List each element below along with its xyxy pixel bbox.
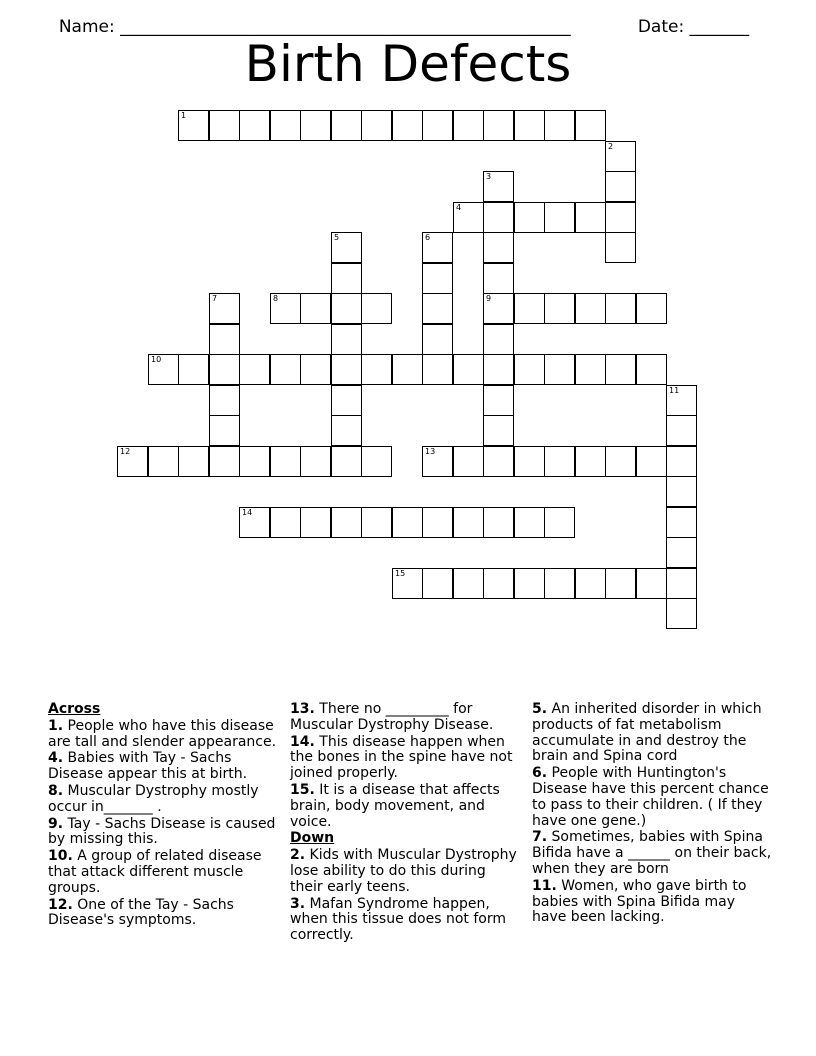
cell-number: 5 [334, 233, 340, 242]
grid-cell[interactable] [483, 354, 514, 385]
grid-cell[interactable] [605, 446, 636, 477]
cell-number: 15 [395, 569, 406, 578]
grid-cell[interactable] [483, 171, 514, 202]
grid-cell[interactable] [209, 385, 240, 416]
date-field[interactable]: _______ [689, 17, 750, 37]
grid-cell[interactable] [544, 507, 575, 538]
grid-cell[interactable] [514, 110, 545, 141]
grid-cell[interactable] [300, 293, 331, 324]
grid-cell[interactable] [422, 263, 453, 294]
grid-cell[interactable] [331, 354, 362, 385]
grid-cell[interactable] [483, 293, 514, 324]
clue-across-1: 1. People who have this disease are tall and slender appearance. [48, 717, 277, 750]
grid-cell[interactable] [514, 507, 545, 538]
grid-cell[interactable] [514, 446, 545, 477]
grid-cell[interactable] [605, 202, 636, 233]
grid-cell[interactable] [361, 446, 392, 477]
grid-cell[interactable] [178, 354, 209, 385]
grid-cell[interactable] [422, 568, 453, 599]
grid-cell[interactable] [148, 354, 179, 385]
grid-cell[interactable] [483, 324, 514, 355]
clue-down-7: 7. Sometimes, babies with Spina Bifida have a ______ on their back, when they are born [532, 829, 772, 877]
grid-cell[interactable] [422, 354, 453, 385]
clue-column-2 [290, 702, 522, 945]
grid-cell[interactable] [331, 415, 362, 446]
grid-cell[interactable] [239, 446, 270, 477]
clue-column-3 [532, 702, 772, 927]
grid-cell[interactable] [331, 263, 362, 294]
grid-cell[interactable] [483, 263, 514, 294]
grid-cell[interactable] [453, 110, 484, 141]
grid-cell[interactable] [300, 354, 331, 385]
grid-cell[interactable] [331, 385, 362, 416]
clue-down-6: 6. People with Huntington's Disease have this percent chance to pass to their children. ( If they have one gene.) [532, 765, 769, 829]
grid-cell[interactable] [544, 568, 575, 599]
grid-cell[interactable] [605, 354, 636, 385]
grid-cell[interactable] [575, 293, 606, 324]
cell-number: 14 [242, 508, 253, 517]
grid-cell[interactable] [666, 476, 697, 507]
clue-across-4: 4. Babies with Tay - Sachs Disease appear this at birth. [48, 750, 248, 783]
grid-cell[interactable] [666, 446, 697, 477]
grid-cell[interactable] [239, 354, 270, 385]
grid-cell[interactable] [422, 446, 453, 477]
grid-cell[interactable] [636, 568, 667, 599]
cell-number: 12 [120, 447, 131, 456]
grid-cell[interactable] [361, 507, 392, 538]
grid-cell[interactable] [453, 354, 484, 385]
grid-cell[interactable] [575, 446, 606, 477]
cell-number: 3 [486, 172, 492, 181]
grid-cell[interactable] [453, 507, 484, 538]
grid-cell[interactable] [666, 385, 697, 416]
grid-cell[interactable] [148, 446, 179, 477]
grid-cell[interactable] [483, 202, 514, 233]
clue-across-8: 8. Muscular Dystrophy mostly occur in_______ . [48, 782, 259, 815]
grid-cell[interactable] [422, 293, 453, 324]
grid-cell[interactable] [270, 446, 301, 477]
grid-cell[interactable] [392, 354, 423, 385]
grid-cell[interactable] [331, 110, 362, 141]
grid-cell[interactable] [605, 171, 636, 202]
cell-number: 4 [456, 203, 462, 212]
clue-column-1 [48, 702, 280, 930]
grid-cell[interactable] [514, 293, 545, 324]
name-field[interactable]: _____________________________________________________ [120, 17, 571, 37]
grid-cell[interactable] [209, 415, 240, 446]
grid-cell[interactable] [483, 415, 514, 446]
grid-cell[interactable] [666, 537, 697, 568]
grid-cell[interactable] [361, 354, 392, 385]
grid-cell[interactable] [422, 232, 453, 263]
cell-number: 9 [486, 294, 492, 303]
grid-cell[interactable] [300, 446, 331, 477]
clue-across-14: 14. This disease happen when the bones in the spine have not joined properly. [290, 733, 513, 782]
grid-cell[interactable] [483, 110, 514, 141]
grid-cell[interactable] [453, 202, 484, 233]
clue-down-11: 11. Women, who gave birth to babies with Spina Bifida may have been lacking. [532, 877, 747, 926]
grid-cell[interactable] [605, 293, 636, 324]
cell-number: 6 [425, 233, 431, 242]
grid-cell[interactable] [544, 202, 575, 233]
grid-cell[interactable] [270, 293, 301, 324]
grid-cell[interactable] [209, 293, 240, 324]
grid-cell[interactable] [575, 110, 606, 141]
grid-cell[interactable] [392, 507, 423, 538]
grid-cell[interactable] [331, 324, 362, 355]
grid-cell[interactable] [178, 110, 209, 141]
grid-cell[interactable] [117, 446, 148, 477]
cell-number: 11 [669, 386, 680, 395]
grid-cell[interactable] [666, 598, 697, 629]
clue-across-13: 13. There no _________ for Muscular Dystrophy Disease. [290, 701, 494, 733]
grid-cell[interactable] [422, 324, 453, 355]
grid-cell[interactable] [544, 110, 575, 141]
grid-cell[interactable] [361, 293, 392, 324]
grid-cell[interactable] [544, 354, 575, 385]
grid-cell[interactable] [636, 354, 667, 385]
grid-cell[interactable] [361, 110, 392, 141]
grid-cell[interactable] [270, 354, 301, 385]
grid-cell[interactable] [422, 110, 453, 141]
grid-cell[interactable] [331, 507, 362, 538]
grid-cell[interactable] [514, 202, 545, 233]
grid-cell[interactable] [575, 354, 606, 385]
page-title: Birth Defects [244, 35, 572, 93]
cell-number: 7 [212, 294, 218, 303]
down-heading: Down [290, 830, 335, 847]
grid-cell[interactable] [514, 568, 545, 599]
cell-number: 1 [181, 111, 187, 120]
clue-across-12: 12. One of the Tay - Sachs Disease's symptoms. [48, 896, 234, 929]
grid-cell[interactable] [331, 293, 362, 324]
grid-cell[interactable] [483, 232, 514, 263]
grid-cell[interactable] [666, 568, 697, 599]
grid-cell[interactable] [270, 110, 301, 141]
grid-cell[interactable] [666, 507, 697, 538]
cell-number: 2 [608, 142, 614, 151]
grid-cell[interactable] [178, 446, 209, 477]
grid-cell[interactable] [544, 446, 575, 477]
grid-cell[interactable] [392, 568, 423, 599]
clue-across-9: 9. Tay - Sachs Disease is caused by missing this. [48, 815, 276, 848]
grid-cell[interactable] [636, 293, 667, 324]
grid-cell[interactable] [300, 110, 331, 141]
grid-cell[interactable] [666, 415, 697, 446]
grid-cell[interactable] [209, 354, 240, 385]
name-label: Name: [58, 17, 121, 37]
grid-cell[interactable] [544, 293, 575, 324]
grid-cell[interactable] [605, 141, 636, 172]
cell-number: 10 [151, 355, 162, 364]
grid-cell[interactable] [636, 446, 667, 477]
grid-cell[interactable] [209, 324, 240, 355]
grid-cell[interactable] [331, 232, 362, 263]
grid-cell[interactable] [605, 232, 636, 263]
clue-down-5: 5. An inherited disorder in which products of fat metabolism accumulate in and destroy the brain and Spina cord [532, 701, 762, 765]
cell-number: 8 [273, 294, 279, 303]
date-label: Date: [637, 17, 690, 37]
grid-cell[interactable] [270, 507, 301, 538]
grid-cell[interactable] [392, 110, 423, 141]
grid-cell[interactable] [605, 568, 636, 599]
grid-cell[interactable] [483, 507, 514, 538]
clue-down-3: 3. Mafan Syndrome happen, when this tissue does not form correctly. [290, 895, 506, 944]
clue-down-2: 2. Kids with Muscular Dystrophy lose ability to do this during their early teens. [290, 847, 517, 895]
grid-cell[interactable] [239, 507, 270, 538]
clue-across-15: 15. It is a disease that affects brain, body movement, and voice. [290, 781, 500, 830]
grid-cell[interactable] [483, 568, 514, 599]
grid-cell[interactable] [453, 568, 484, 599]
grid-cell[interactable] [453, 446, 484, 477]
across-heading: Across [48, 701, 101, 717]
grid-cell[interactable] [300, 507, 331, 538]
grid-cell[interactable] [483, 385, 514, 416]
grid-cell[interactable] [209, 446, 240, 477]
clue-across-10: 10. A group of related disease that attack different muscle groups. [48, 848, 262, 896]
grid-cell[interactable] [514, 354, 545, 385]
grid-cell[interactable] [575, 202, 606, 233]
grid-cell[interactable] [331, 446, 362, 477]
grid-cell[interactable] [209, 110, 240, 141]
grid-cell[interactable] [483, 446, 514, 477]
cell-number: 13 [425, 447, 436, 456]
grid-cell[interactable] [575, 568, 606, 599]
grid-cell[interactable] [422, 507, 453, 538]
grid-cell[interactable] [239, 110, 270, 141]
